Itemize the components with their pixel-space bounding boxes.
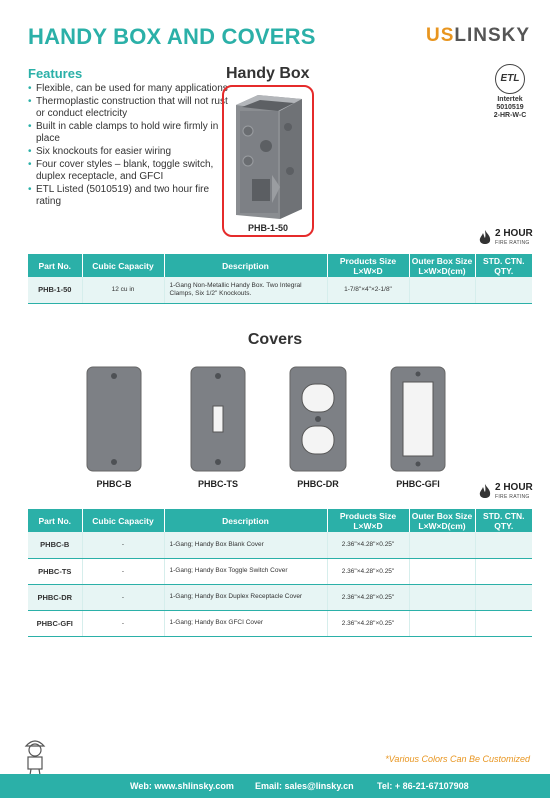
fire-icon bbox=[478, 230, 492, 246]
cell-outer bbox=[409, 277, 475, 303]
covers-heading: Covers bbox=[247, 331, 303, 348]
table-row bbox=[28, 277, 532, 303]
table-row bbox=[28, 558, 532, 584]
header-qty-l1: STD. CTN. bbox=[482, 255, 525, 266]
header-outer-size-l2: L×W×D(cm) bbox=[418, 520, 466, 531]
cell-capacity: - bbox=[82, 558, 164, 584]
cell-description: 1-Gang; Handy Box Blank Cover bbox=[164, 532, 327, 558]
features-heading: Features bbox=[28, 66, 83, 81]
brand-suffix: LINSKY bbox=[454, 25, 531, 46]
header-products-size bbox=[327, 254, 409, 277]
handy-box-table bbox=[28, 254, 532, 304]
table-row bbox=[28, 532, 532, 558]
cell-part: PHB-1-50 bbox=[28, 277, 82, 303]
cell-outer bbox=[409, 610, 475, 636]
cell-qty bbox=[475, 610, 532, 636]
cell-size: 2.36"×4.28"×0.25" bbox=[327, 558, 409, 584]
header-part-no: Part No. bbox=[28, 509, 82, 532]
cell-size: 2.36"×4.28"×0.25" bbox=[327, 610, 409, 636]
covers-table bbox=[28, 509, 532, 637]
cell-part: PHBC-GFI bbox=[28, 610, 82, 636]
header-qty bbox=[475, 509, 532, 532]
cell-qty bbox=[475, 584, 532, 610]
cell-description: 1-Gang Non-Metallic Handy Box. Two Integral Clamps, Six 1/2" Knockouts. bbox=[164, 277, 327, 303]
handy-box-image bbox=[228, 91, 310, 221]
handy-box-caption: PHB-1-50 bbox=[247, 223, 288, 233]
cell-size: 2.36"×4.28"×0.25" bbox=[327, 532, 409, 558]
etl-line1: Intertek bbox=[497, 96, 523, 103]
fire-rating-label: FIRE RATING bbox=[495, 240, 530, 246]
etl-mark-icon: ETL bbox=[495, 64, 525, 94]
header-products-size-l1: Products Size bbox=[339, 510, 397, 521]
table-header-row bbox=[28, 509, 532, 532]
header-description: Description bbox=[164, 254, 327, 277]
header-outer-size bbox=[409, 509, 475, 532]
cell-capacity: - bbox=[82, 610, 164, 636]
cell-outer bbox=[409, 558, 475, 584]
cell-qty bbox=[475, 277, 532, 303]
fire-rating-label: FIRE RATING bbox=[495, 494, 530, 500]
table-row bbox=[28, 610, 532, 636]
customization-note: *Various Colors Can Be Customized bbox=[385, 754, 530, 764]
handy-box-highlight bbox=[222, 85, 314, 237]
cell-size: 2.36"×4.28"×0.25" bbox=[327, 584, 409, 610]
footer-email: Email: sales@linsky.cn bbox=[255, 781, 354, 791]
fire-rating-badge bbox=[478, 482, 538, 504]
cover-label: PHBC-GFI bbox=[396, 479, 440, 489]
header-qty-l2: QTY. bbox=[494, 520, 514, 531]
cover-gfci-image bbox=[390, 366, 446, 472]
etl-line2: 5010519 bbox=[496, 104, 524, 111]
feature-item: • Thermoplastic construction that will not rust or conduct electricity bbox=[28, 96, 228, 121]
fire-icon bbox=[478, 484, 492, 500]
page-title: HANDY BOX AND COVERS bbox=[28, 24, 316, 49]
header-qty bbox=[475, 254, 532, 277]
footer-web: Web: www.shlinsky.com bbox=[130, 781, 234, 791]
cell-capacity: 12 cu in bbox=[82, 277, 164, 303]
cover-blank-image bbox=[86, 366, 142, 472]
header-outer-size-l1: Outer Box Size bbox=[411, 255, 473, 266]
header-products-size-l2: L×W×D bbox=[353, 265, 383, 276]
cell-outer bbox=[409, 532, 475, 558]
footer-tel: Tel: + 86-21-67107908 bbox=[377, 781, 469, 791]
cell-capacity: - bbox=[82, 584, 164, 610]
feature-item: • Flexible, can be used for many applications bbox=[28, 83, 228, 96]
header-products-size-l1: Products Size bbox=[339, 255, 397, 266]
feature-item: • Built in cable clamps to hold wire firmly in place bbox=[28, 121, 228, 146]
cell-qty bbox=[475, 532, 532, 558]
cell-capacity: - bbox=[82, 532, 164, 558]
header-qty-l2: QTY. bbox=[494, 265, 514, 276]
header-outer-size-l2: L×W×D(cm) bbox=[418, 265, 466, 276]
header-description: Description bbox=[164, 509, 327, 532]
worker-mascot-icon bbox=[18, 736, 52, 776]
contact-footer bbox=[0, 774, 550, 798]
fire-rating-badge bbox=[478, 228, 538, 250]
cell-part: PHBC-TS bbox=[28, 558, 82, 584]
fire-rating-hours: 2 HOUR bbox=[495, 228, 533, 239]
table-header-row bbox=[28, 254, 532, 277]
cover-label: PHBC-TS bbox=[198, 479, 238, 489]
header-outer-size bbox=[409, 254, 475, 277]
feature-item: • Four cover styles – blank, toggle switch, duplex receptacle, and GFCI bbox=[28, 159, 228, 184]
cover-label: PHBC-DR bbox=[297, 479, 339, 489]
header-products-size-l2: L×W×D bbox=[353, 520, 383, 531]
header-products-size bbox=[327, 509, 409, 532]
etl-certification bbox=[488, 64, 532, 120]
header-part-no: Part No. bbox=[28, 254, 82, 277]
cover-duplex-receptacle-image bbox=[289, 366, 347, 472]
handy-box-heading: Handy Box bbox=[226, 65, 310, 82]
cell-description: 1-Gang; Handy Box Toggle Switch Cover bbox=[164, 558, 327, 584]
header-outer-size-l1: Outer Box Size bbox=[411, 510, 473, 521]
cell-size: 1-7/8"×4"×2-1/8" bbox=[327, 277, 409, 303]
brand-logo bbox=[426, 25, 530, 47]
cell-part: PHBC-DR bbox=[28, 584, 82, 610]
header-qty-l1: STD. CTN. bbox=[482, 510, 525, 521]
header-capacity: Cubic Capacity bbox=[82, 509, 164, 532]
cell-outer bbox=[409, 584, 475, 610]
brand-prefix: US bbox=[426, 25, 455, 46]
cover-toggle-switch-image bbox=[190, 366, 246, 472]
cell-description: 1-Gang; Handy Box Duplex Receptacle Cover bbox=[164, 584, 327, 610]
header-capacity: Cubic Capacity bbox=[82, 254, 164, 277]
cover-label: PHBC-B bbox=[96, 479, 132, 489]
etl-line3: 2-HR-W-C bbox=[493, 112, 527, 119]
cell-part: PHBC-B bbox=[28, 532, 82, 558]
feature-item: • Six knockouts for easier wiring bbox=[28, 146, 228, 159]
table-row bbox=[28, 584, 532, 610]
feature-item: • ETL Listed (5010519) and two hour fire rating bbox=[28, 184, 228, 209]
features-list bbox=[28, 83, 228, 209]
cell-description: 1-Gang; Handy Box GFCI Cover bbox=[164, 610, 327, 636]
fire-rating-hours: 2 HOUR bbox=[495, 482, 533, 493]
cell-qty bbox=[475, 558, 532, 584]
